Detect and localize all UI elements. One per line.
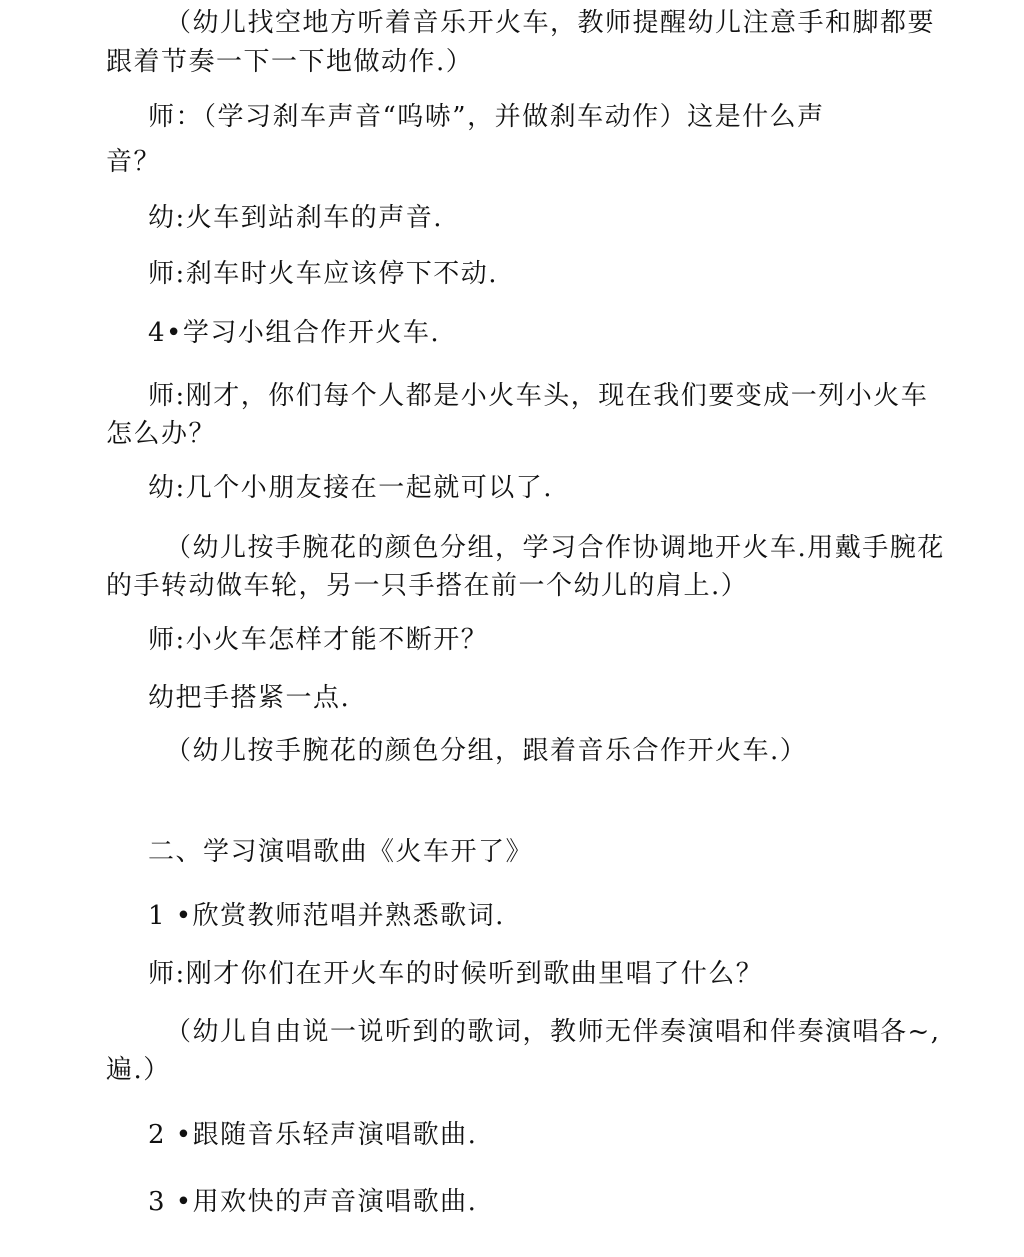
list-item-heading: 1 •欣赏教师范唱并熟悉歌词. (148, 901, 505, 931)
paragraph-line: 师:刚才你们在开火车的时候听到歌曲里唱了什么？ (148, 959, 764, 989)
paragraph-line: 怎么办？ (106, 419, 217, 449)
paragraph-line: （幼儿自由说一说听到的歌词，教师无伴奏演唱和伴奏演唱各~, (165, 1017, 941, 1047)
paragraph-line: 跟着节奏一下一下地做动作.） (106, 47, 474, 77)
paragraph-line: 遍.） (106, 1055, 171, 1085)
paragraph-line: 师:刚才，你们每个人都是小火车头，现在我们要变成一列小火车 (148, 381, 929, 411)
paragraph-line: 师:小火车怎样才能不断开？ (148, 625, 489, 655)
paragraph-line: （幼儿按手腕花的颜色分组，学习合作协调地开火车.用戴手腕花 (165, 533, 945, 563)
paragraph-line: 师：（学习刹车声音“呜哧”，并做刹车动作）这是什么声 (148, 102, 825, 132)
paragraph-line: 幼把手搭紧一点. (148, 683, 351, 713)
list-item-heading: 3 •用欢快的声音演唱歌曲. (148, 1187, 478, 1217)
paragraph-line: （幼儿按手腕花的颜色分组，跟着音乐合作开火车.） (165, 736, 808, 766)
paragraph-line: 幼:火车到站刹车的声音. (148, 203, 444, 233)
paragraph-line: （幼儿找空地方听着音乐开火车，教师提醒幼儿注意手和脚都要 (165, 8, 936, 38)
list-item-heading: 4•学习小组合作开火车. (148, 318, 441, 348)
paragraph-line: 音？ (106, 147, 162, 177)
section-heading: 二、学习演唱歌曲《火车开了》 (148, 837, 534, 867)
list-item-heading: 2 •跟随音乐轻声演唱歌曲. (148, 1120, 478, 1150)
paragraph-line: 幼:几个小朋友接在一起就可以了. (148, 473, 554, 503)
paragraph-line: 师:刹车时火车应该停下不动. (148, 259, 499, 289)
paragraph-line: 的手转动做车轮，另一只手搭在前一个幼儿的肩上.） (106, 571, 749, 601)
